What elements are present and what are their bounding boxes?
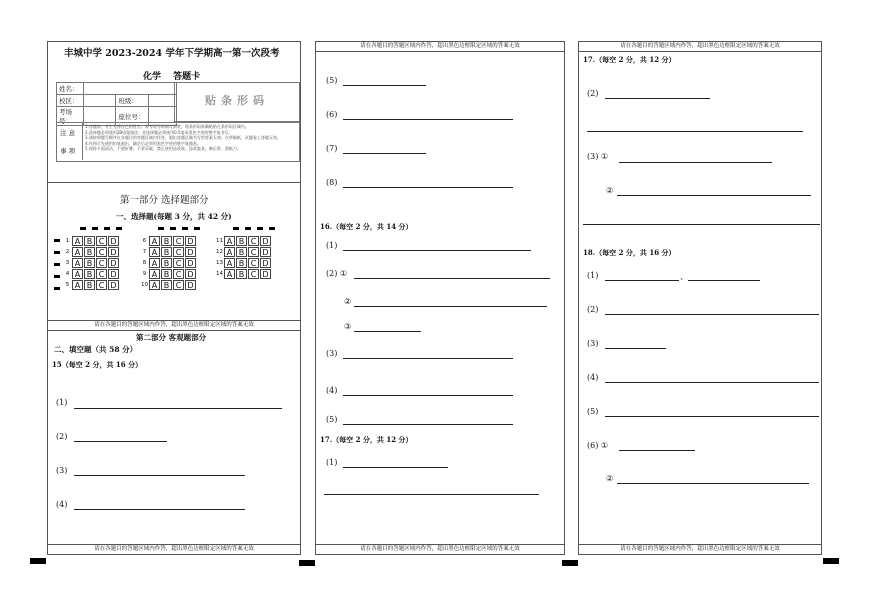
option-a[interactable]: A [224,236,235,246]
q16-item-1: (1) [326,241,338,250]
option-b[interactable]: B [236,247,247,257]
question-number: 13 [216,259,223,266]
q17-title-cont: 17.（每空 2 分，共 12 分） [583,55,676,64]
question-number: 8 [142,259,147,266]
mcq-row [140,246,197,257]
question-number: 6 [142,237,147,244]
question-number: 7 [142,248,147,255]
option-a[interactable]: A [224,247,235,257]
q18-item-6: (6) ① [587,441,609,450]
q15-answer-line-5[interactable] [343,85,426,86]
option-b[interactable]: B [84,236,95,246]
mcq-row [140,235,197,246]
option-b[interactable]: B [161,280,172,290]
mcq-row [63,268,120,279]
notes-label-1: 注 意 [60,129,76,137]
q16-item-7: (5) [326,415,338,424]
barcode-label: 贴条形码 [205,94,269,107]
q15-answer-line-4[interactable] [74,509,245,510]
option-d[interactable]: D [260,247,271,257]
q17-title: 17.（每空 2 分，共 12 分） [320,435,413,444]
part1-title: 第一部分 选择题部分 [120,195,209,206]
option-b[interactable]: B [236,258,247,268]
name-label: 姓名： [57,83,84,95]
q17-answer-line-2[interactable] [605,98,710,99]
answer-area-notice: 请在各题目的答题区域内作答，超出黑色边框限定区域的答案无效 [48,320,300,331]
option-b[interactable]: B [161,236,172,246]
q15-answer-line-3[interactable] [74,475,245,476]
question-number: 9 [142,270,147,277]
question-number: 3 [65,259,70,266]
q15-answer-line-1[interactable] [74,408,282,409]
option-c[interactable]: C [96,280,107,290]
answer-area-notice: 请在各题目的答题区域内作答，超出黑色边框限定区域的答案无效 [579,544,821,554]
option-c[interactable]: C [248,247,259,257]
option-c[interactable]: C [248,258,259,268]
option-d[interactable]: D [260,236,271,246]
notes-text: 1.答题前，考生先将自己的姓名、准考证号码填写清楚，将条形码准确粘贴在条形码区域内。 2.选择题必须使用2B铅笔填涂；非选择题必须使用0.5毫米黑色字迹的签字笔书写。 3.请按照题号顺序在各题目的答题区域内作答，超出答题区域书写的答案无效；在草稿纸、试题卷上答题无效。 4.作图可先使用铅笔画出，确定后必须用黑色字迹的签字笔描黑。 5.保持卡面清洁，不要折叠，不要弄破，禁止使用涂改液、涂改胶条、修正带、刮纸刀。 [85,124,281,151]
option-c[interactable]: C [173,236,184,246]
alignment-mark [823,558,839,564]
q15-item-4: (4) [56,500,68,509]
q17-answer-line-1b[interactable] [324,494,539,495]
answer-area-notice: 请在各题目的答题区域内作答，超出黑色边框限定区域的答案无效 [316,544,564,554]
mcq-row [63,246,120,257]
q15-item-5: (5) [326,76,338,85]
q16-answer-line-4[interactable] [354,331,421,332]
subject-title: 化学 答题卡 [143,72,201,82]
mcq-row [215,246,272,257]
q16-answer-line-7[interactable] [343,424,513,425]
option-b[interactable]: B [236,236,247,246]
q16-title: 16.（每空 2 分，共 14 分） [320,222,413,231]
barcode-area [174,82,300,122]
question-number: 5 [65,281,70,288]
part2-title: 第二部分 客观题部分 [136,333,207,342]
option-d[interactable]: D [185,258,196,268]
option-d[interactable]: D [185,236,196,246]
mcq-row [215,235,272,246]
option-a[interactable]: A [72,280,83,290]
notes-label-2: 事 项 [60,147,76,155]
option-d[interactable]: D [260,269,271,279]
q16-item-4: ③ [344,322,352,331]
option-c[interactable]: C [173,269,184,279]
q18-title: 18.（每空 2 分，共 16 分） [583,248,676,257]
q17-answer-line-4[interactable] [617,195,811,196]
option-a[interactable]: A [149,247,160,257]
class-field[interactable] [148,95,176,107]
answer-column-2 [315,41,565,555]
option-a[interactable]: A [149,280,160,290]
seat-label: 座位号： [116,107,148,126]
q15-item-6: (6) [326,110,338,119]
question-number: 12 [216,248,223,255]
answer-area-notice: 请在各题目的答题区域内作答，超出黑色边框限定区域的答案无效 [316,42,564,52]
option-a[interactable]: A [149,236,160,246]
q17-item-2: (2) [587,89,599,98]
option-c[interactable]: C [173,247,184,257]
q16-answer-line-3[interactable] [354,306,547,307]
option-d[interactable]: D [185,280,196,290]
option-d[interactable]: D [185,247,196,257]
answer-area-notice: 请在各题目的答题区域内作答，超出黑色边框限定区域的答案无效 [48,544,300,554]
exam-room-label: 考场号： [57,107,84,126]
mcq-group-2 [140,235,197,290]
option-a[interactable]: A [224,258,235,268]
q16-item-2: (2) ① [326,269,348,278]
q18-answer-line-6[interactable] [619,450,695,451]
option-b[interactable]: B [84,280,95,290]
option-d[interactable]: D [108,258,119,268]
q18-answer-line-7[interactable] [617,483,809,484]
option-c[interactable]: C [96,258,107,268]
q15-answer-line-8[interactable] [343,187,513,188]
q17-item-1: (1) [326,458,338,467]
q15-item-3: (3) [56,466,68,475]
question-number: 4 [65,270,70,277]
q18-answer-line-2[interactable] [605,314,819,315]
option-a[interactable]: A [72,269,83,279]
q17-answer-line-2b[interactable] [587,131,803,132]
q18-answer-line-5[interactable] [605,416,819,417]
q18-answer-line-4[interactable] [605,382,819,383]
option-a[interactable]: A [149,258,160,268]
mcq-group-3 [215,235,272,279]
alignment-mark [30,558,46,564]
answer-column-3 [578,41,822,555]
option-d[interactable]: D [108,247,119,257]
q17-item-4: ② [606,186,614,195]
option-d[interactable]: D [108,269,119,279]
q18-answer-line-1b[interactable] [688,280,760,281]
school-title: 丰城中学 2023-2024 学年下学期高一第一次段考 [64,48,280,59]
q16-item-5: (3) [326,349,338,358]
option-a[interactable]: A [72,258,83,268]
q16-answer-line-6[interactable] [343,395,513,396]
q16-answer-line-2[interactable] [354,278,550,279]
option-a[interactable]: A [72,247,83,257]
option-d[interactable]: D [108,280,119,290]
question-number: 2 [65,248,70,255]
q16-answer-line-1[interactable] [343,250,531,251]
name-field[interactable] [84,83,177,95]
mcq-row [215,257,272,268]
option-c[interactable]: C [96,247,107,257]
q17-answer-line-1[interactable] [343,467,448,468]
option-c[interactable]: C [96,269,107,279]
alignment-mark [299,560,315,566]
campus-label: 校区： [57,95,84,107]
q17-answer-line-3[interactable] [619,162,772,163]
q18-item-3: (3) [587,339,599,348]
q16-answer-line-5[interactable] [343,358,513,359]
q16-item-6: (4) [326,386,338,395]
mcq-row [63,257,120,268]
q18-item-4: (4) [587,373,599,382]
option-b[interactable]: B [84,269,95,279]
class-label: 班级： [116,95,148,107]
q15-item-1: (1) [56,398,68,407]
mcq-row [140,268,197,279]
option-b[interactable]: B [84,247,95,257]
option-a[interactable]: A [224,269,235,279]
option-c[interactable]: C [248,236,259,246]
q18-answer-line-1a[interactable] [605,280,679,281]
q18-separator: 、 [680,272,688,281]
option-b[interactable]: B [236,269,247,279]
option-b[interactable]: B [161,269,172,279]
q15-title: 15（每空 2 分，共 16 分） [52,360,143,369]
option-b[interactable]: B [161,247,172,257]
option-c[interactable]: C [173,258,184,268]
q18-item-7: ② [606,474,614,483]
fill-section-title: 二、填空题（共 58 分） [54,345,138,354]
option-d[interactable]: D [185,269,196,279]
option-c[interactable]: C [248,269,259,279]
mcq-section-title: 一、选择题(每题 3 分，共 42 分) [116,212,232,221]
answer-area-notice: 请在各题目的答题区域内作答，超出黑色边框限定区域的答案无效 [579,42,821,52]
q15-item-7: (7) [326,144,338,153]
option-d[interactable]: D [260,258,271,268]
option-c[interactable]: C [173,280,184,290]
question-number: 1 [65,237,70,244]
question-number: 11 [216,237,223,244]
campus-field[interactable] [84,95,116,107]
option-a[interactable]: A [149,269,160,279]
option-a[interactable]: A [72,236,83,246]
mcq-row [63,279,120,290]
question-number: 14 [216,270,223,277]
mcq-row [63,235,120,246]
mcq-group-1 [63,235,120,290]
option-d[interactable]: D [108,236,119,246]
option-b[interactable]: B [84,258,95,268]
q15-answer-line-2[interactable] [74,441,167,442]
q15-answer-line-7[interactable] [343,153,426,154]
alignment-mark [562,560,578,566]
q15-item-8: (8) [326,178,338,187]
q18-item-1: (1) [587,271,599,280]
q17-item-3: (3) ① [587,152,609,161]
mcq-row [215,268,272,279]
question-number: 10 [141,281,148,288]
q18-item-5: (5) [587,407,599,416]
mcq-row [140,279,197,290]
q18-answer-line-3[interactable] [605,348,666,349]
q17-answer-line-4b[interactable] [583,224,820,225]
student-info-table [56,82,177,126]
option-b[interactable]: B [161,258,172,268]
answer-column-1 [47,41,301,555]
option-c[interactable]: C [96,236,107,246]
q16-item-3: ② [344,297,352,306]
q15-answer-line-6[interactable] [343,119,513,120]
q15-item-2: (2) [56,432,68,441]
mcq-row [140,257,197,268]
q18-item-2: (2) [587,305,599,314]
